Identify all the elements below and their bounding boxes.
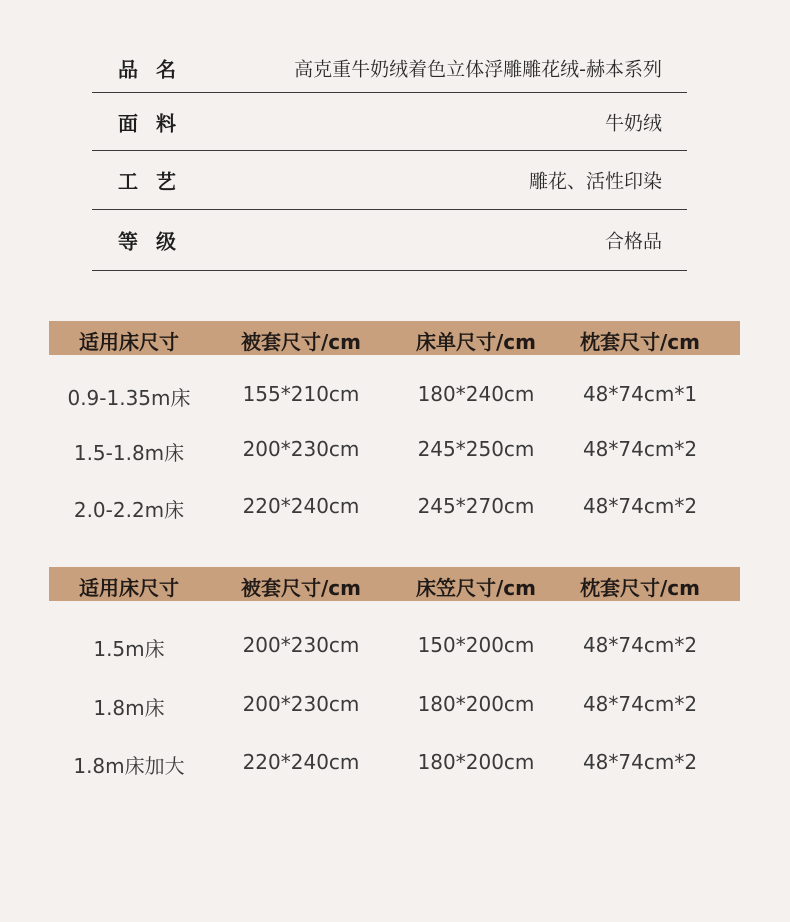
table-cell: 155*210cm: [242, 382, 360, 406]
table-cell: 200*230cm: [242, 692, 360, 716]
table-cell: 1.5-1.8m床: [73, 441, 185, 465]
spec-row-craft: [92, 151, 687, 210]
product-spec-list: [92, 44, 687, 271]
spec-value: 雕花、活性印染: [528, 170, 662, 193]
table-cell: 220*240cm: [242, 750, 360, 774]
table-cell: 48*74cm*2: [582, 437, 698, 461]
table-cell: 2.0-2.2m床: [73, 498, 185, 522]
table-cell: 150*200cm: [417, 633, 535, 657]
spec-value: 牛奶绒: [604, 112, 662, 134]
spec-value: 高克重牛奶绒着色立体浮雕雕花绒-赫本系列: [294, 58, 662, 81]
table-header: [49, 567, 740, 601]
size-table-sheet-set: [49, 321, 740, 534]
spec-value: 合格品: [604, 230, 662, 253]
table-cell: 245*270cm: [417, 494, 535, 518]
table-cell: 48*74cm*2: [582, 633, 698, 657]
spec-row-name: [92, 44, 687, 93]
table-cell: 245*250cm: [417, 437, 535, 461]
header-cell: 适用床尺寸: [79, 330, 179, 354]
table-row: [49, 478, 740, 534]
spec-label: 工艺: [118, 169, 194, 194]
table-header: [49, 321, 740, 355]
header-cell: 被套尺寸/cm: [241, 576, 361, 600]
table-row: [49, 420, 740, 478]
spec-row-grade: [92, 210, 687, 271]
header-cell: 枕套尺寸/cm: [580, 330, 700, 354]
table-cell: 200*230cm: [242, 633, 360, 657]
spec-label: 品名: [118, 57, 194, 82]
table-row: [49, 733, 740, 791]
table-cell: 1.8m床加大: [73, 754, 185, 778]
table-cell: 220*240cm: [242, 494, 360, 518]
table-row: [49, 675, 740, 733]
table-cell: 180*200cm: [417, 692, 535, 716]
header-cell: 适用床尺寸: [79, 576, 179, 600]
header-cell: 床笠尺寸/cm: [416, 576, 536, 600]
table-cell: 48*74cm*2: [582, 692, 698, 716]
table-cell: 200*230cm: [242, 437, 360, 461]
header-cell: 枕套尺寸/cm: [580, 576, 700, 600]
size-table-fitted-set: [49, 567, 740, 791]
spec-row-fabric: [92, 93, 687, 151]
table-cell: 48*74cm*2: [582, 494, 698, 518]
spec-label: 等级: [118, 229, 194, 254]
header-cell: 被套尺寸/cm: [241, 330, 361, 354]
table-cell: 48*74cm*1: [582, 382, 698, 406]
table-cell: 1.5m床: [93, 637, 165, 661]
table-cell: 48*74cm*2: [582, 750, 698, 774]
table-cell: 1.8m床: [93, 696, 165, 720]
spec-label: 面料: [118, 111, 194, 135]
table-row: [49, 617, 740, 673]
header-cell: 床单尺寸/cm: [416, 330, 536, 354]
table-cell: 0.9-1.35m床: [67, 386, 191, 410]
table-cell: 180*200cm: [417, 750, 535, 774]
table-cell: 180*240cm: [417, 382, 535, 406]
table-row: [49, 370, 740, 418]
